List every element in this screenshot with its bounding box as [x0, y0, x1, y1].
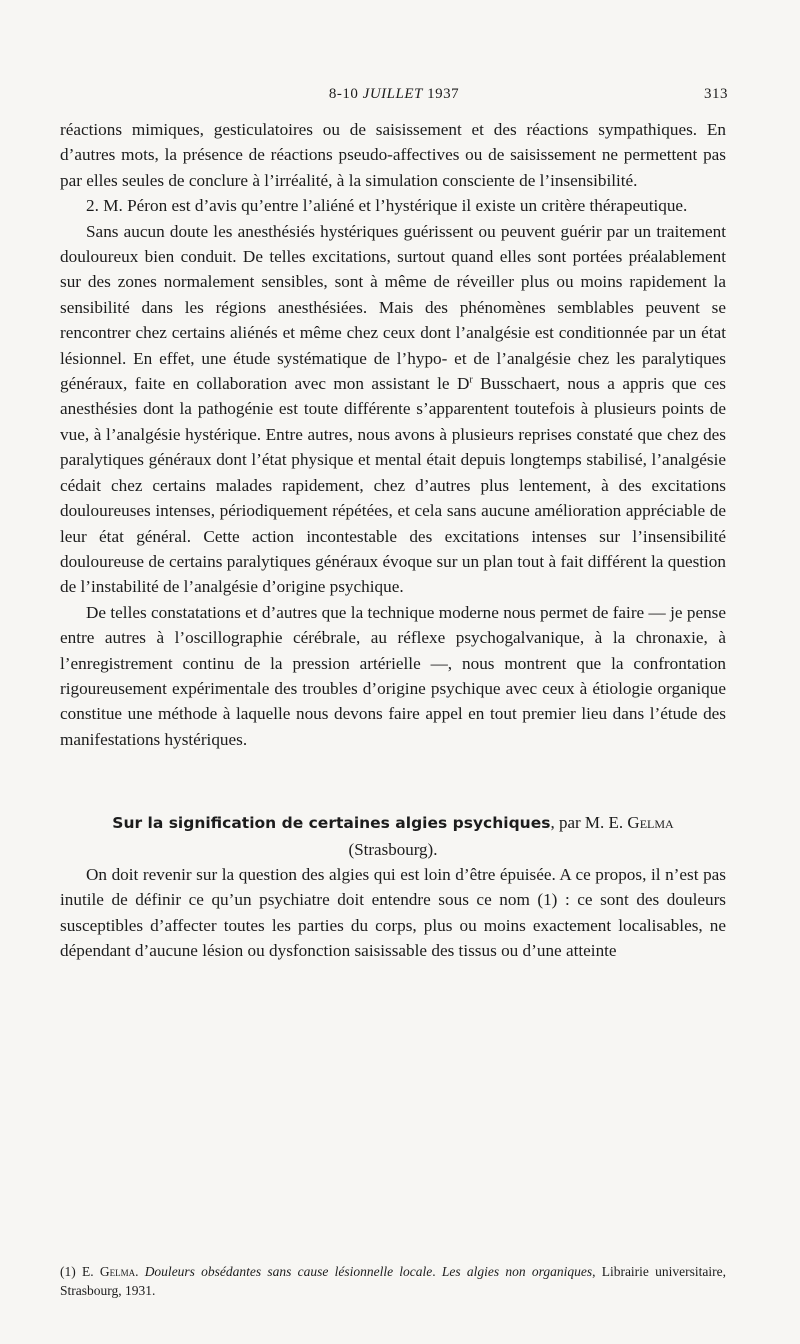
- footnote: [60, 1262, 726, 1300]
- paragraph-3: [60, 219, 726, 600]
- body-text: [60, 117, 726, 964]
- footnote-title-1: Douleurs obsédantes sans cause lésionnelle locale: [144, 1264, 433, 1279]
- running-header: [60, 86, 728, 110]
- date-days: 8-10: [328, 86, 363, 102]
- paragraph-3-rest: Busschaert, nous a appris que ces anesthésies dont la pathogénie est toute différente s’apparentent toutefois à plusieurs points de vue, à l’analgésie hystérique. Entre autres, nous avons à plusieurs reprises constaté que chez des paralytiques généraux dont l’état physique et mental était depuis longtemps stabilisé, l’analgésie cédait chez certains malades rapidement, chez d’autres plus lentement, à des excitations douloureuses intenses, périodiquement répétées, et cela sans aucune amélioration appréciable de leur état général. Cette action incontestable des excitations intenses sur l’insensibilité douloureuse de certains paralytiques généraux évoque sur un plan tout à fait différent la question de l’instabilité de l’analgésie d’origine psychique.: [60, 374, 726, 597]
- footnote-title-2: Les algies non organiques: [441, 1264, 593, 1279]
- doctor-superscript: r: [469, 374, 473, 386]
- header-date: [60, 86, 728, 103]
- footnote-author: Gelma: [99, 1264, 136, 1279]
- section-title-bold: Sur la signification de certaines algies psychiques: [112, 814, 551, 833]
- paragraph-3-start: Sans aucun doute les anesthésiés hystériques guérissent ou peuvent guérir par un traitement douloureux bien conduit. De telles excitations, surtout quand elles sont portées préalablement sur des zones normalement sensibles, sont à même de réveiller plus ou moins rapidement la sensibilité dans les régions anesthésiées. Mais des phénomènes semblables peuvent se rencontrer chez certains aliénés et même chez ceux dont l’analgésie est conditionnée par un état lésionnel. En effet, une étude systématique de l’hypo- et de l’analgésie chez les paralytiques généraux, faite en collaboration avec mon assistant le D: [60, 221, 726, 394]
- page-number: 313: [704, 86, 728, 102]
- footnote-rest: , Librairie universitaire, Strasbourg, 1931.: [60, 1264, 726, 1298]
- section-title-by: , par M. E.: [550, 813, 628, 833]
- section-author: Gelma: [627, 813, 674, 833]
- footnote-sep: .: [135, 1264, 145, 1279]
- paragraph-2: 2. M. Péron est d’avis qu’entre l’aliéné et l’hystérique il existe un critère thérapeutique.: [86, 196, 688, 216]
- section-first-paragraph: On doit revenir sur la question des algies qui est loin d’être épuisée. A ce propos, il n’est pas inutile de définir ce qu’un psychiatre doit entendre sous ce nom (1) : ce sont des douleurs susceptibles d’affecter toutes les parties du corps, plus ou moins exactement localisables, ne dépendant d’aucune lésion ou dysfonction saisissable des tissus ou d’une atteinte: [60, 864, 726, 961]
- date-year: 1937: [422, 86, 460, 102]
- paragraph-1: réactions mimiques, gesticulatoires ou de saisissement et des réactions sympathiques. En d’autres mots, la présence de réactions pseudo-affectives ou de saisissement ne permettent pas par elles seules de conclure à l’irréalité, à la simulation consciente de l’insensibilité.: [60, 120, 726, 190]
- section-city: (Strasbourg).: [348, 839, 438, 859]
- date-month: JUILLET: [362, 86, 423, 102]
- footnote-mid: .: [432, 1264, 442, 1279]
- section-title: [60, 810, 726, 862]
- paragraph-4: De telles constatations et d’autres que la technique moderne nous permet de faire — je pense entre autres à l’oscillographie cérébrale, au réflexe psychogalvanique, à la chronaxie, à l’enregistrement continu de la pression artérielle —, nous montrent que la confrontation rigoureusement expérimentale des troubles d’origine psychique avec ceux à étiologie organique constitue une méthode à laquelle nous devons faire appel en tout premier lieu dans l’étude des manifestations hystériques.: [60, 602, 726, 749]
- footnote-marker: (1) E.: [60, 1264, 100, 1279]
